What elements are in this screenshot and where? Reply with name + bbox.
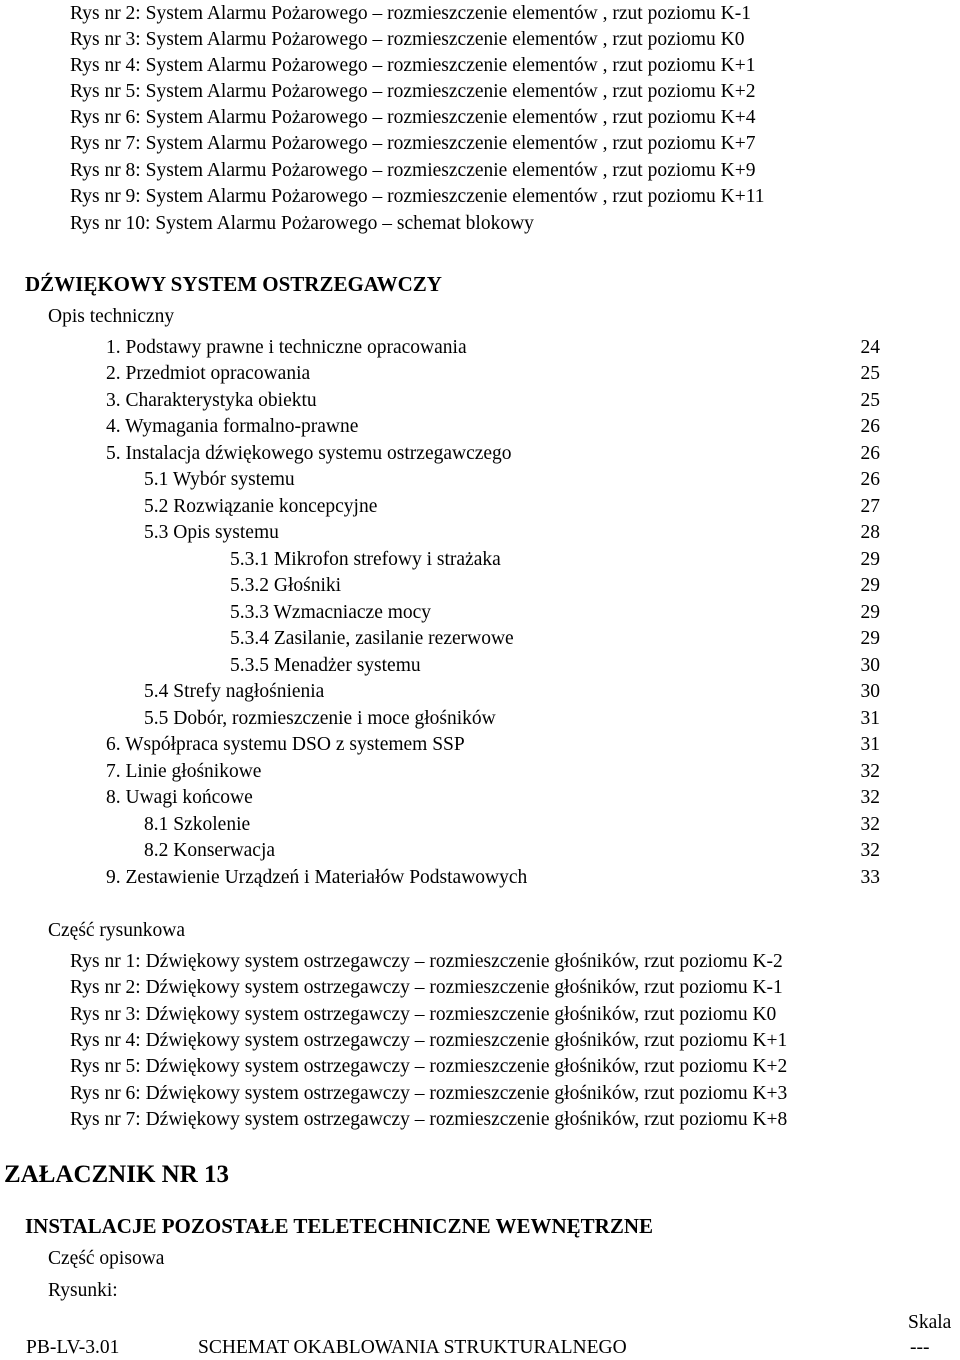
toc-item: 5.1 Wybór systemu <box>144 469 295 490</box>
drawing-code: PB-LV-3.01 <box>26 1337 120 1358</box>
toc-item: 8.1 Szkolenie <box>144 814 251 835</box>
rys-top-item: Rys nr 6: System Alarmu Pożarowego – rozmieszczenie elementów , rzut poziomu K+4 <box>70 107 756 128</box>
toc-page: 31 <box>860 708 880 729</box>
toc-page: 26 <box>860 416 880 437</box>
rys-top-item: Rys nr 3: System Alarmu Pożarowego – rozmieszczenie elementów , rzut poziomu K0 <box>70 29 745 50</box>
toc-page: 25 <box>860 390 880 411</box>
dso-heading: DŹWIĘKOWY SYSTEM OSTRZEGAWCZY <box>25 272 442 296</box>
drawing-item: Rys nr 4: Dźwiękowy system ostrzegawczy – rozmieszczenie głośników, rzut poziomu K+1 <box>70 1030 788 1051</box>
drawing-item: Rys nr 2: Dźwiękowy system ostrzegawczy – rozmieszczenie głośników, rzut poziomu K-1 <box>70 977 783 998</box>
toc-page: 33 <box>860 867 880 888</box>
toc-page: 31 <box>860 734 880 755</box>
rys-top-item: Rys nr 8: System Alarmu Pożarowego – rozmieszczenie elementów , rzut poziomu K+9 <box>70 160 756 181</box>
drawing-item: Rys nr 1: Dźwiękowy system ostrzegawczy – rozmieszczenie głośników, rzut poziomu K-2 <box>70 951 783 972</box>
rys-top-item: Rys nr 2: System Alarmu Pożarowego – rozmieszczenie elementów , rzut poziomu K-1 <box>70 3 752 24</box>
toc-page: 24 <box>860 337 880 358</box>
toc-page: 30 <box>860 655 880 676</box>
rys-top-item: Rys nr 7: System Alarmu Pożarowego – rozmieszczenie elementów , rzut poziomu K+7 <box>70 133 756 154</box>
rys-top-item: Rys nr 5: System Alarmu Pożarowego – rozmieszczenie elementów , rzut poziomu K+2 <box>70 81 756 102</box>
toc-item: 8.2 Konserwacja <box>144 840 276 861</box>
toc-item: 2. Przedmiot opracowania <box>106 363 311 384</box>
dso-subheading: Opis techniczny <box>48 306 175 327</box>
toc-item: 3. Charakterystyka obiektu <box>106 390 317 411</box>
toc-item: 5.3.3 Wzmacniacze mocy <box>230 602 432 623</box>
rys-top-item: Rys nr 9: System Alarmu Pożarowego – rozmieszczenie elementów , rzut poziomu K+11 <box>70 186 765 207</box>
toc-page: 28 <box>860 522 880 543</box>
toc-page: 29 <box>860 628 880 649</box>
toc-page: 32 <box>860 761 880 782</box>
drawing-item: Rys nr 3: Dźwiękowy system ostrzegawczy – rozmieszczenie głośników, rzut poziomu K0 <box>70 1004 777 1025</box>
toc-item: 5.3.1 Mikrofon strefowy i strażaka <box>230 549 501 570</box>
toc-page: 32 <box>860 840 880 861</box>
drawing-item: Rys nr 5: Dźwiękowy system ostrzegawczy – rozmieszczenie głośników, rzut poziomu K+2 <box>70 1056 788 1077</box>
toc-item: 1. Podstawy prawne i techniczne opracowania <box>106 337 467 358</box>
toc-page: 32 <box>860 787 880 808</box>
toc-page: 27 <box>860 496 880 517</box>
annex-title: ZAŁACZNIK NR 13 <box>4 1161 230 1188</box>
toc-page: 32 <box>860 814 880 835</box>
toc-item: 9. Zestawienie Urządzeń i Materiałów Podstawowych <box>106 867 528 888</box>
drawing-item: Rys nr 6: Dźwiękowy system ostrzegawczy – rozmieszczenie głośników, rzut poziomu K+3 <box>70 1083 788 1104</box>
toc-page: 29 <box>860 549 880 570</box>
toc-item: 5.3.2 Głośniki <box>230 575 342 596</box>
toc-item: 5.5 Dobór, rozmieszczenie i moce głośników <box>144 708 496 729</box>
toc-item: 8. Uwagi końcowe <box>106 787 253 808</box>
drawings-heading: Część rysunkowa <box>48 920 186 941</box>
toc-page: 25 <box>860 363 880 384</box>
toc-item: 5.3.5 Menadżer systemu <box>230 655 421 676</box>
toc-page: 26 <box>860 443 880 464</box>
toc-item: 5.2 Rozwiązanie koncepcyjne <box>144 496 378 517</box>
drawing-item: Rys nr 7: Dźwiękowy system ostrzegawczy – rozmieszczenie głośników, rzut poziomu K+8 <box>70 1109 788 1130</box>
toc-page: 29 <box>860 575 880 596</box>
toc-item: 6. Współpraca systemu DSO z systemem SSP <box>106 734 465 755</box>
drawing-title: SCHEMAT OKABLOWANIA STRUKTURALNEGO <box>198 1337 627 1358</box>
toc-page: 29 <box>860 602 880 623</box>
rys-top-item: Rys nr 10: System Alarmu Pożarowego – schemat blokowy <box>70 213 534 234</box>
toc-item: 7. Linie głośnikowe <box>106 761 262 782</box>
toc-item: 5. Instalacja dźwiękowego systemu ostrzegawczego <box>106 443 512 464</box>
toc-item: 5.4 Strefy nagłośnienia <box>144 681 325 702</box>
rys-top-item: Rys nr 4: System Alarmu Pożarowego – rozmieszczenie elementów , rzut poziomu K+1 <box>70 55 756 76</box>
toc-item: 4. Wymagania formalno-prawne <box>106 416 359 437</box>
scale-header: Skala <box>908 1312 952 1333</box>
toc-item: 5.3 Opis systemu <box>144 522 279 543</box>
annex-part: Część opisowa <box>48 1248 165 1269</box>
drawing-scale: --- <box>910 1337 930 1358</box>
annex-heading: INSTALACJE POZOSTAŁE TELETECHNICZNE WEWNĘTRZNE <box>25 1214 654 1238</box>
toc-page: 26 <box>860 469 880 490</box>
toc-page: 30 <box>860 681 880 702</box>
annex-drawings-label: Rysunki: <box>48 1280 118 1301</box>
toc-item: 5.3.4 Zasilanie, zasilanie rezerwowe <box>230 628 514 649</box>
